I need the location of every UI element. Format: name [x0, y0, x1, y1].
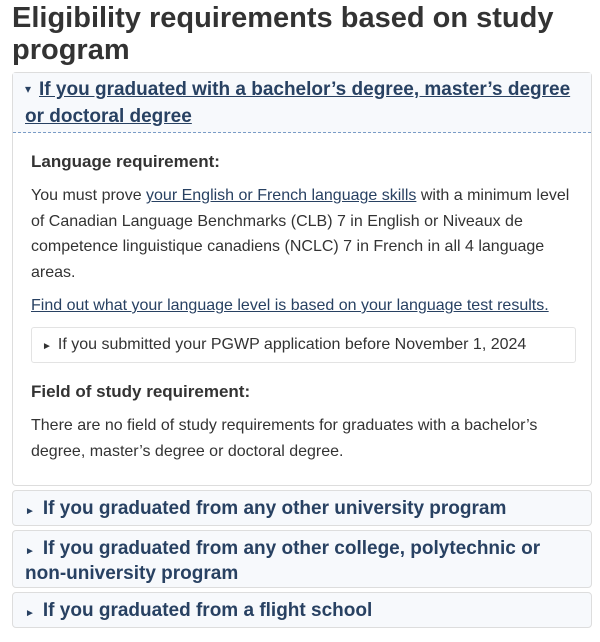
language-level-link[interactable]: Find out what your language level is based on your language test results.: [31, 297, 549, 314]
language-skills-link[interactable]: your English or French language skills: [146, 187, 417, 204]
accordion-toggle-link[interactable]: [25, 79, 570, 127]
language-requirement-text: [31, 183, 576, 285]
accordion-label: If you graduated from a flight school: [42, 600, 373, 621]
field-of-study-text: There are no field of study requirements for graduates with a bachelor’s degree, master’s degree or doctoral degree.: [31, 417, 538, 460]
accordion-other-university[interactable]: [12, 490, 592, 526]
accordion-bachelor-master-doctoral: [12, 72, 592, 486]
accordion-label: If you graduated from any other university program: [42, 498, 507, 519]
language-text-end: with a minimum level of Canadian Language Benchmarks (CLB) 7 in English or Niveaux de competence linguistique canadiens (NCLC) 7 in French in all 4 language areas.: [31, 187, 570, 281]
caret-right-icon: ►: [42, 341, 52, 352]
accordion-flight-school[interactable]: [12, 592, 592, 628]
accordion-header-bachelor-master-doctoral[interactable]: [13, 73, 591, 133]
caret-down-icon: ▾: [25, 82, 32, 96]
accordion-label: If you graduated from any other college, polytechnic or non-university program: [25, 538, 541, 584]
field-of-study-heading: Field of study requirement:: [31, 382, 251, 401]
accordion-title: If you graduated with a bachelor’s degree, master’s degree or doctoral degree: [25, 79, 571, 127]
caret-right-icon: ►: [25, 506, 35, 517]
page-title: Eligibility requirements based on study program: [12, 2, 554, 66]
pgwp-before-nov-details[interactable]: [31, 327, 576, 363]
language-requirement-heading: Language requirement:: [31, 152, 220, 171]
language-text-start: You must prove: [31, 187, 147, 204]
accordion-body: [31, 151, 576, 319]
caret-right-icon: ►: [25, 608, 35, 619]
field-of-study-block: [31, 381, 576, 464]
caret-right-icon: ►: [25, 546, 35, 557]
accordion-college-polytechnic[interactable]: [12, 530, 592, 588]
details-label: If you submitted your PGWP application before November 1, 2024: [57, 336, 527, 353]
